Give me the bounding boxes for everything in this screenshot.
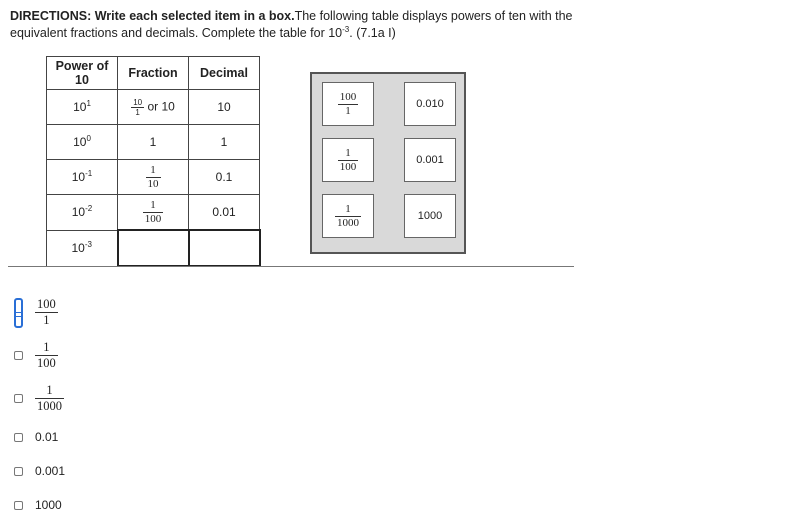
fraction-numerator: 1 [345,202,351,215]
fraction [338,91,359,118]
option-item[interactable] [14,464,65,478]
fraction-cell [118,90,189,125]
option-label: 0.01 [35,430,59,444]
fraction-numerator: 100 [37,297,56,311]
fraction-numerator: 1 [345,146,351,159]
power-exponent: -2 [85,204,93,214]
decimal-cell: 0.01 [189,195,260,231]
directions-standard: . (7.1a I) [349,26,396,40]
fraction-denominator: 1000 [337,216,359,229]
option-label: 1000 [35,498,62,512]
fraction [146,164,161,191]
option-fraction [35,340,58,371]
option-checkbox[interactable] [14,467,23,476]
header-fraction: Fraction [118,57,189,90]
power-cell [47,160,118,195]
fraction-denominator: 10 [147,177,159,190]
power-cell [47,125,118,160]
fraction-numerator: 1 [150,163,156,176]
fraction-numerator: 100 [339,90,357,103]
fraction [131,98,144,117]
power-exponent: 1 [86,99,91,108]
table-row [47,125,260,160]
fraction-cell [118,160,189,195]
fraction-denominator: 1000 [37,399,62,413]
choice-chip[interactable]: 0.010 [404,82,456,126]
fraction-numerator: 1 [43,340,50,354]
header-power-of-10: Power of 10 [47,57,118,90]
power-base: 10 [71,205,86,220]
option-label: 0.001 [35,464,66,478]
header-decimal: Decimal [189,57,260,90]
option-fraction [35,297,58,328]
decimal-cell: 10 [189,90,260,125]
power-base: 10 [71,241,85,255]
decimal-answer-box[interactable] [189,230,260,266]
option-item[interactable] [14,340,58,371]
option-checkbox[interactable] [14,351,23,360]
option-fraction [35,383,64,414]
power-cell [47,230,118,266]
power-exponent: 0 [86,134,91,143]
fraction-cell [118,195,189,231]
fraction-denominator: 100 [144,212,162,225]
fraction-suffix: or 10 [144,99,175,114]
option-checkbox[interactable] [14,394,23,403]
fraction-numerator: 1 [150,198,156,211]
power-exponent: -3 [84,240,92,249]
option-checkbox[interactable] [14,433,23,442]
option-item[interactable] [14,297,58,328]
table-row [47,160,260,195]
fraction [143,199,164,226]
option-item[interactable] [14,383,64,414]
decimal-cell: 1 [189,125,260,160]
fraction-answer-box[interactable] [118,230,189,266]
table-row [47,90,260,125]
fraction [335,203,361,230]
option-checkbox[interactable] [14,501,23,510]
fraction-denominator: 100 [37,356,56,370]
directions-text [10,8,590,42]
choice-chip[interactable] [322,82,374,126]
choice-chip[interactable]: 1000 [404,194,456,238]
fraction [338,147,359,174]
option-item[interactable] [14,498,62,512]
choices-panel [310,72,466,254]
fraction-numerator: 10 [133,97,143,107]
fraction-denominator: 1 [338,104,359,118]
fraction-denominator: 100 [339,160,357,173]
table-row [47,195,260,231]
powers-of-ten-table [46,56,261,267]
choice-chip[interactable] [322,138,374,182]
power-exponent: -1 [85,169,93,178]
power-cell [47,90,118,125]
directions-exponent: -3 [342,24,350,34]
power-cell [47,195,118,231]
table-row [47,230,260,266]
option-item[interactable] [14,430,58,444]
power-base: 10 [73,100,87,114]
power-base: 10 [71,170,86,184]
power-base: 10 [73,135,87,149]
directions-body: The following table displays powers of ten with the equivalent fractions and decimals. Complete the table for 10 [10,9,573,40]
choice-chip[interactable]: 0.001 [404,138,456,182]
directions-heading: DIRECTIONS: Write each selected item in a box. [10,9,295,23]
option-checkbox[interactable] [14,298,23,328]
choice-chip[interactable] [322,194,374,238]
divider [8,266,574,267]
fraction-numerator: 1 [46,383,53,397]
fraction-denominator: 1 [131,107,144,117]
fraction-denominator: 1 [35,312,58,328]
table-header-row [47,57,260,90]
fraction-cell: 1 [118,125,189,160]
decimal-cell: 0.1 [189,160,260,195]
